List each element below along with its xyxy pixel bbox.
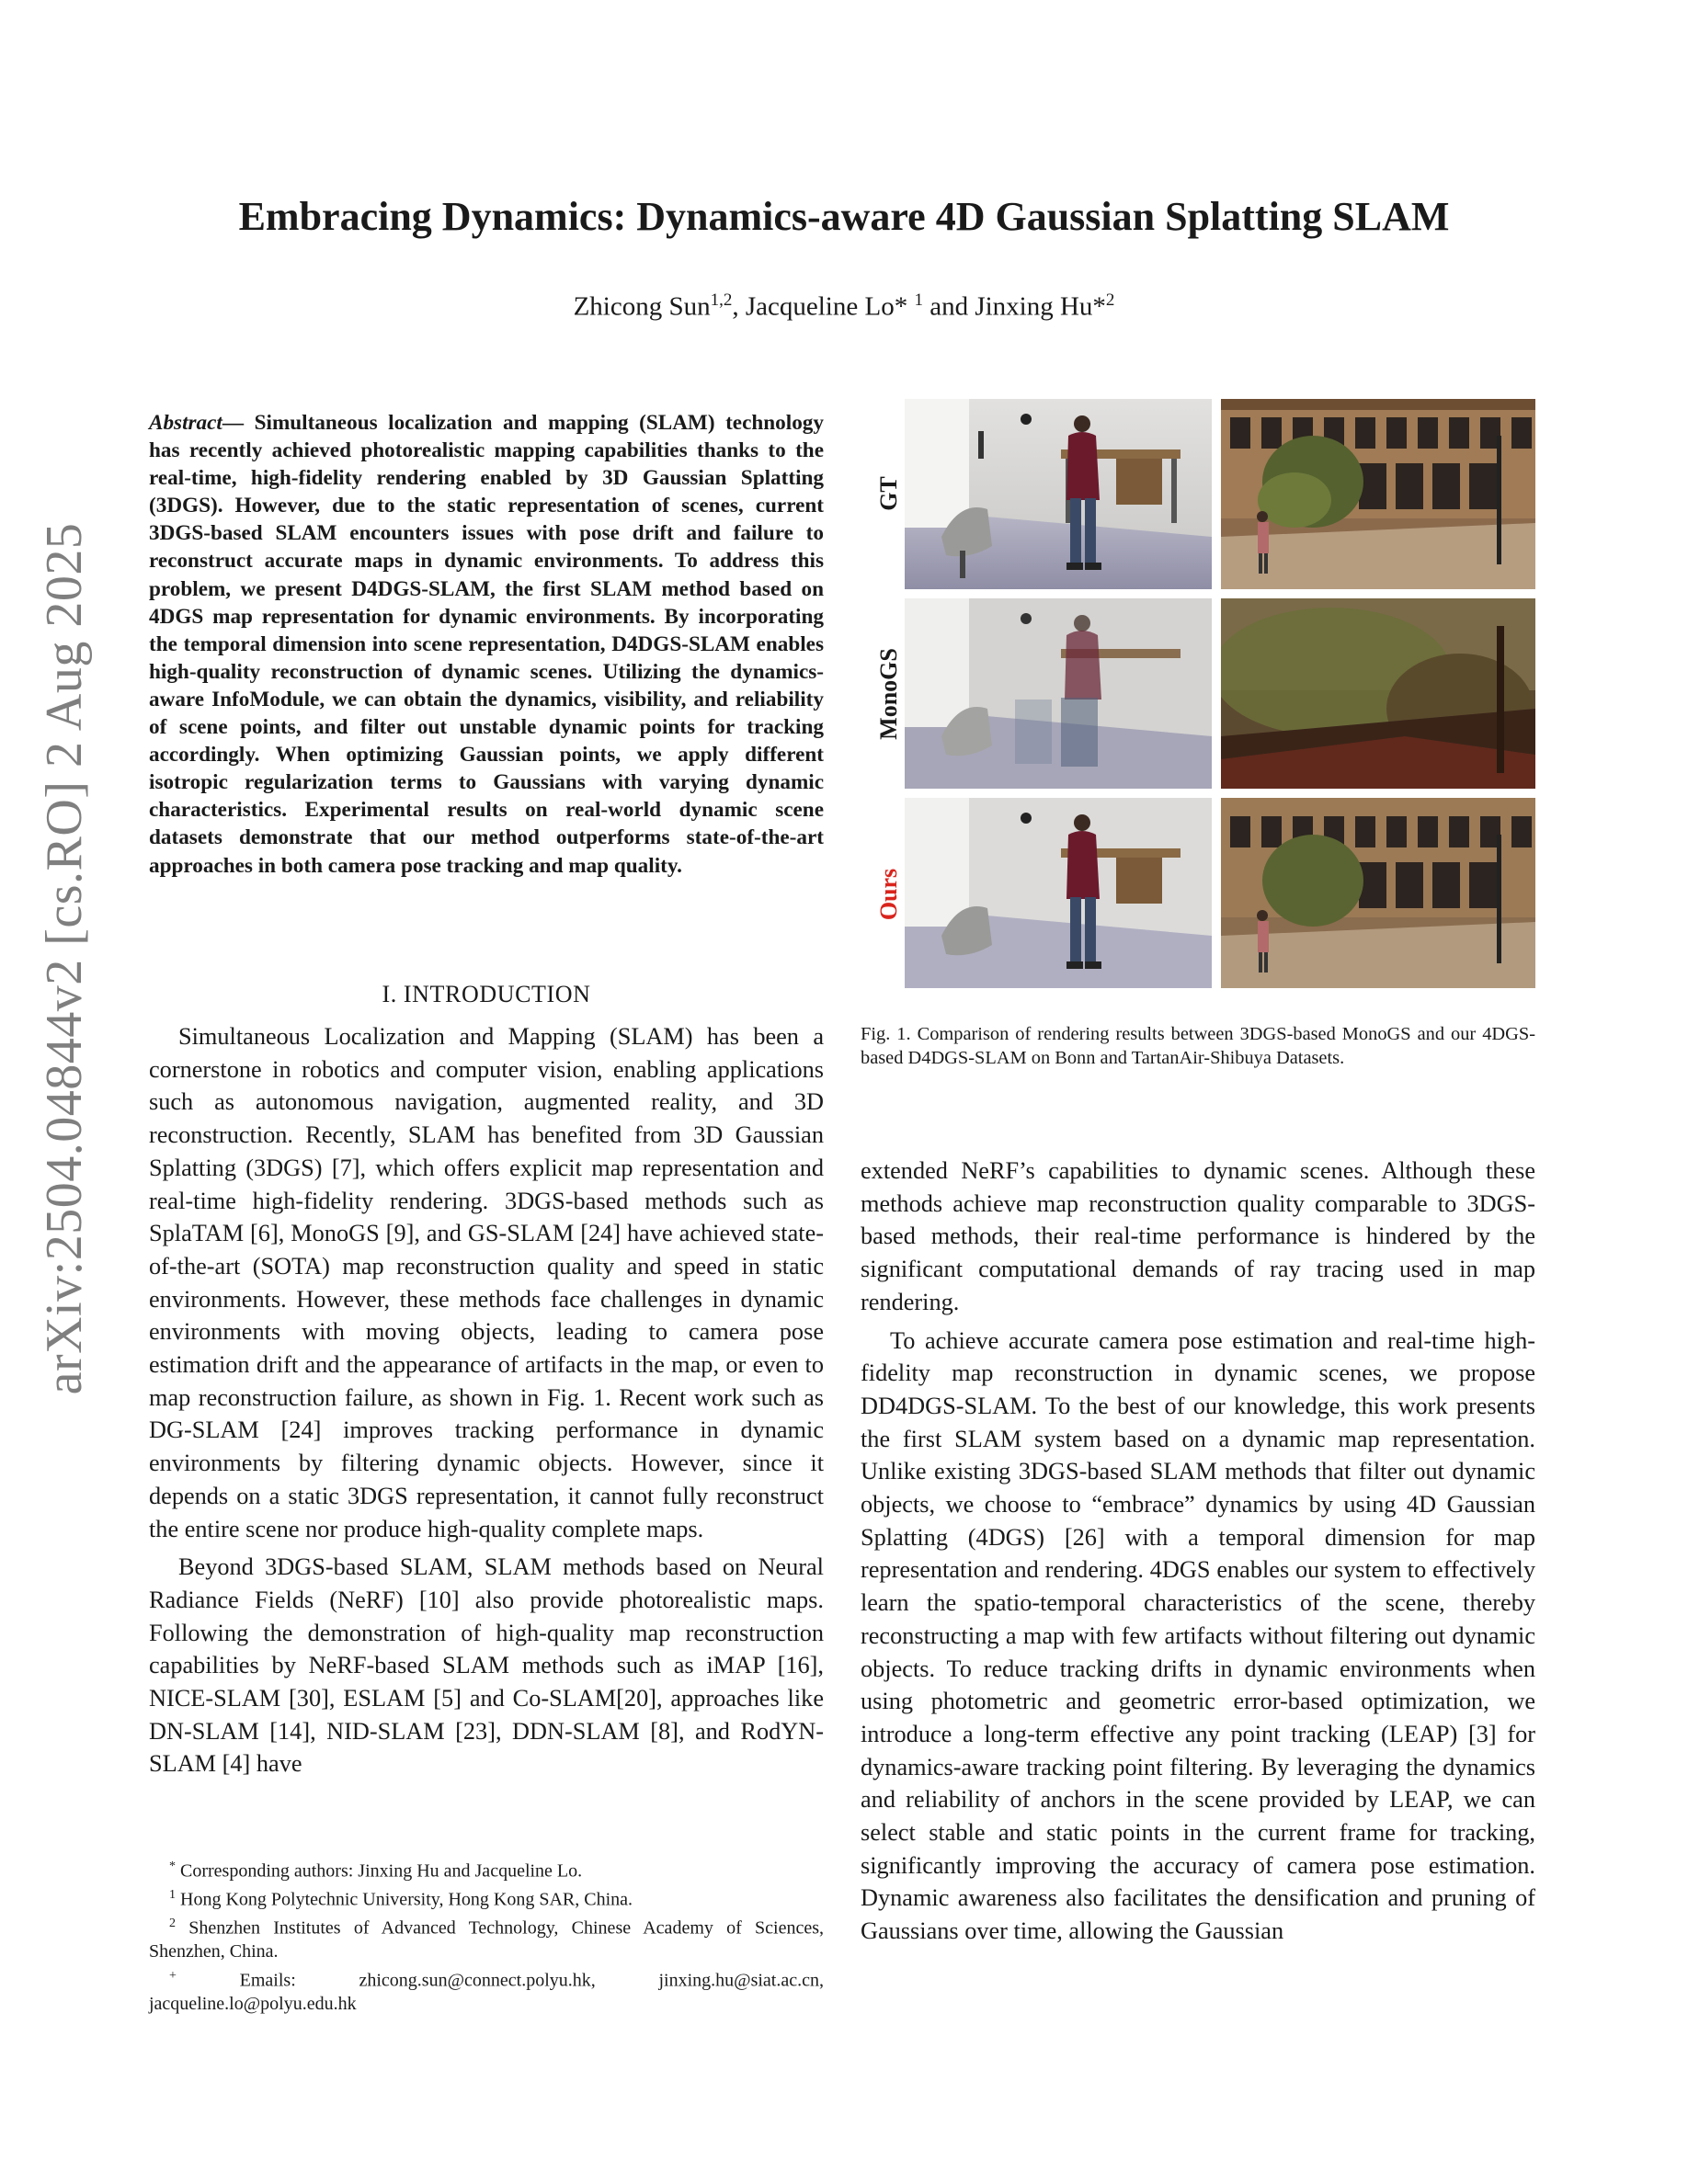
- author-name: and Jinxing Hu*: [922, 291, 1106, 322]
- street-scene-graphic: [1221, 399, 1535, 589]
- author-name: Zhicong Sun: [573, 291, 711, 322]
- row-label-monogs: MonoGS: [875, 648, 902, 740]
- abstract-text: Simultaneous localization and mapping (SLAM) technology has recently achieved photorealistic mapping capabilities thanks to the real-time, high-fidelity rendering enabled by 3D Gaussian Splatting (3DGS). However, due to the static representation of scenes, current 3DGS-based SLAM encounters issues with pose drift and failure to reconstruct accurate maps in dynamic environments. To address this problem, we present D4DGS-SLAM, the first SLAM method based on 4DGS map representation for dynamic environments. By incorporating the temporal dimension into scene representation, D4DGS-SLAM enables high-quality reconstruction of dynamic scenes. Utilizing the dynamics-aware InfoModule, we can obtain the dynamics, visibility, and reliability of scene points, and filter out unstable dynamic points for tracking accordingly. When optimizing Gaussian points, we apply different isotropic regularization terms to Gaussians with varying dynamic characteristics. Experimental results on real-world dynamic scene datasets demonstrate that our method outperforms state-of-the-art approaches in both camera pose tracking and map quality.: [149, 411, 824, 878]
- affiliation-mark: 1: [914, 290, 923, 310]
- figure-caption: Fig. 1. Comparison of rendering results between 3DGS-based MonoGS and our 4DGS-based D4DGS-SLAM on Bonn and TartanAir-Shibuya Datasets.: [861, 1024, 1535, 1068]
- gt-indoor-image: [905, 399, 1212, 589]
- row-label-ours: Ours: [875, 868, 902, 921]
- author-name: , Jacqueline Lo*: [732, 291, 915, 322]
- monogs-indoor-image: [905, 598, 1212, 789]
- arxiv-identifier: arXiv:2504.04844v2 [cs.RO] 2 Aug 2025: [36, 522, 93, 1395]
- section-heading: I. INTRODUCTION: [382, 981, 591, 1007]
- left-column: [149, 1020, 824, 1780]
- footnote: [149, 1912, 824, 1964]
- ours-street-image: [1221, 798, 1535, 988]
- paragraph: Beyond 3DGS-based SLAM, SLAM methods based on Neural Radiance Fields (NeRF) [10] also provide photorealistic maps. Following the demonstration of high-quality map reconstruction capabilities by NeRF-based SLAM methods such as iMAP [16], NICE-SLAM [30], ESLAM [5] and Co-SLAM[20], approaches like DN-SLAM [14], NID-SLAM [23], DDN-SLAM [8], and RodYN-SLAM [4] have: [149, 1553, 824, 1778]
- footnote-text: Emails: zhicong.sun@connect.polyu.hk, jinxing.hu@siat.ac.cn, jacqueline.lo@polyu.edu.hk: [149, 1970, 824, 2015]
- monogs-street-image: [1221, 598, 1535, 789]
- abstract-dash: —: [222, 411, 245, 435]
- affiliation-mark: 2: [1105, 290, 1115, 310]
- footnote: [149, 1883, 824, 1912]
- footnote-mark: +: [169, 1968, 177, 1983]
- abstract-lead: Abstract: [149, 411, 222, 435]
- figure-1: [875, 399, 1535, 992]
- gt-street-image: [1221, 399, 1535, 589]
- indoor-scene-blurred-graphic: [905, 598, 1212, 789]
- right-column: [861, 1155, 1535, 1948]
- row-label-gt: GT: [875, 476, 902, 511]
- author-line: [0, 290, 1688, 323]
- footnote-mark: 1: [169, 1888, 176, 1903]
- footnote-text: Shenzhen Institutes of Advanced Technology, Chinese Academy of Sciences, Shenzhen, China.: [149, 1917, 824, 1962]
- indoor-scene-graphic: [905, 399, 1212, 589]
- footnote: [149, 1855, 824, 1883]
- paper-title: Embracing Dynamics: Dynamics-aware 4D Gaussian Splatting SLAM: [238, 194, 1450, 239]
- footnotes: [149, 1855, 824, 2017]
- paragraph: Simultaneous Localization and Mapping (SLAM) has been a cornerstone in robotics and computer vision, enabling applications such as autonomous navigation, augmented reality, and 3D reconstruction. Recently, SLAM has benefited from 3D Gaussian Splatting (3DGS) [7], which offers explicit map representation and real-time high-fidelity rendering. 3DGS-based methods such as SplaTAM [6], MonoGS [9], and GS-SLAM [24] have achieved state-of-the-art (SOTA) map reconstruction quality and speed in static environments. However, these methods face challenges in dynamic environments with moving objects, leading to camera pose estimation drift and the appearance of artifacts in the map, or even to map reconstruction failure, as shown in Fig. 1. Recent work such as DG-SLAM [24] improves tracking performance in dynamic environments by filtering dynamic objects. However, since it depends on a static 3DGS representation, it cannot fully reconstruct the entire scene nor produce high-quality complete maps.: [149, 1023, 824, 1542]
- paragraph: extended NeRF’s capabilities to dynamic scenes. Although these methods achieve map reconstruction quality comparable to 3DGS-based methods, their real-time performance is hindered by the significant computational demands of ray tracing used in map rendering.: [861, 1157, 1535, 1315]
- footnote-mark: *: [169, 1860, 176, 1873]
- street-scene-artifacts-graphic: [1221, 598, 1535, 789]
- footnote-text: Corresponding authors: Jinxing Hu and Jacqueline Lo.: [176, 1860, 583, 1882]
- ours-indoor-image: [905, 798, 1212, 988]
- footnote-text: Hong Kong Polytechnic University, Hong Kong SAR, China.: [176, 1889, 633, 1910]
- footnote-mark: 2: [169, 1917, 176, 1931]
- street-scene-reconstructed-graphic: [1221, 798, 1535, 988]
- paragraph: To achieve accurate camera pose estimation and real-time high-fidelity map reconstruction in dynamic scenes, we propose DD4DGS-SLAM. To the best of our knowledge, this work presents the first SLAM system based on a dynamic map representation. Unlike existing 3DGS-based SLAM methods that filter out dynamic objects, we choose to “embrace” dynamics by using 4D Gaussian Splatting (4DGS) [26] with a temporal dimension for map representation and rendering. 4DGS enables our system to effectively learn the spatio-temporal characteristics of the scene, thereby reconstructing a map with few artifacts without filtering out dynamic objects. To reduce tracking drifts in dynamic environments when using photometric and geometric error-based optimization, we introduce a long-term effective any point tracking (LEAP) [3] for dynamics-aware tracking point filtering. By leveraging the dynamics and reliability of anchors in the scene provided by LEAP, we can select stable and static points in the current frame for tracking, significantly improving the accuracy of camera pose estimation. Dynamic awareness also facilitates the densification and pruning of Gaussians over time, allowing the Gaussian: [861, 1326, 1535, 1945]
- indoor-scene-reconstructed-graphic: [905, 798, 1212, 988]
- footnote: [149, 1964, 824, 2017]
- affiliation-mark: 1,2: [710, 290, 733, 310]
- abstract: [149, 409, 824, 880]
